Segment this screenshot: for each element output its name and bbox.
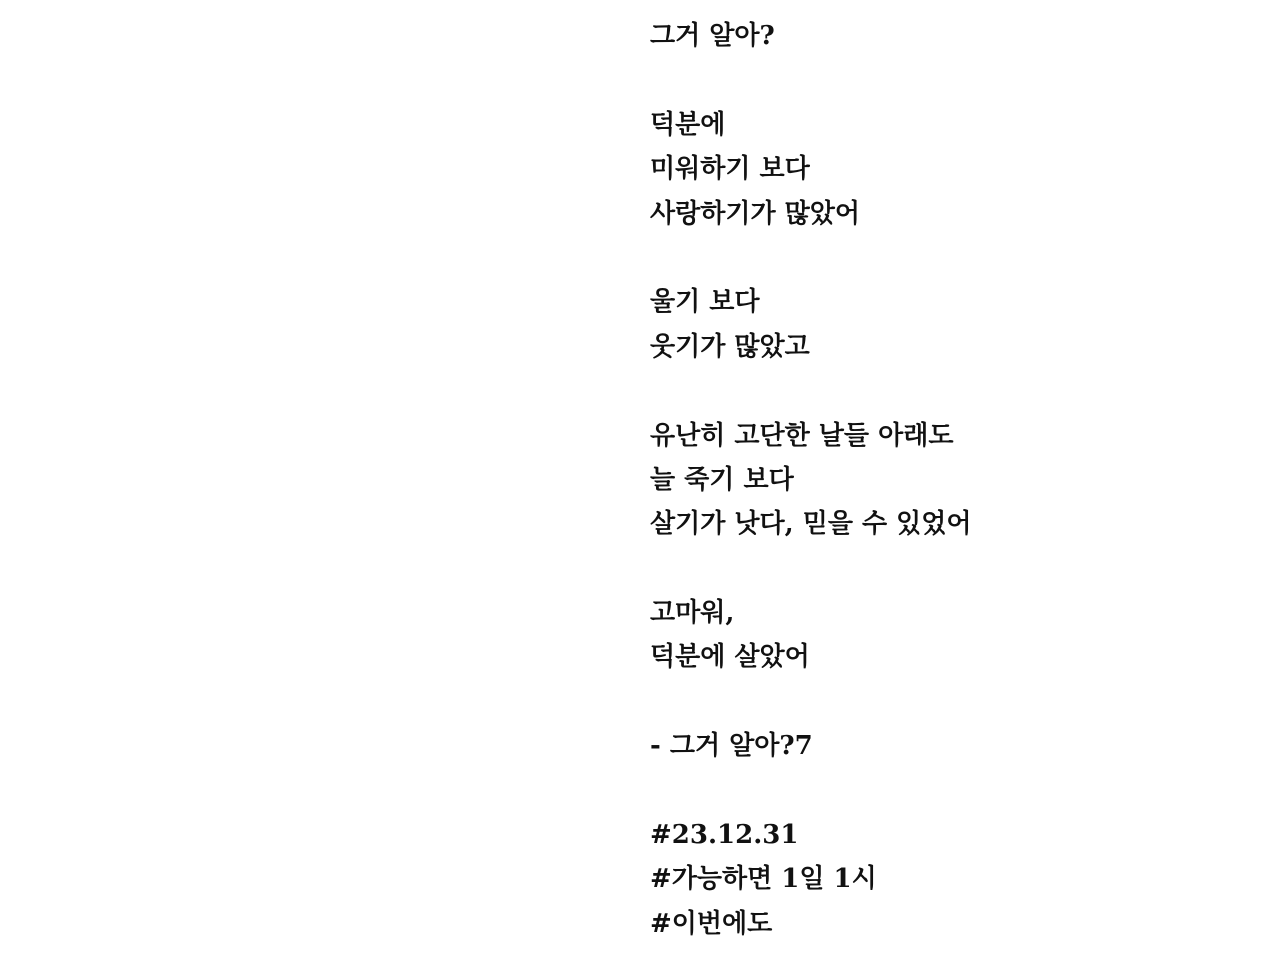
- stanza-break: [650, 680, 1250, 724]
- stanza-break: [650, 369, 1250, 413]
- stanza-break: [650, 547, 1250, 591]
- poem-line: 미워하기 보다: [650, 154, 810, 185]
- stanza-break: [650, 236, 1250, 280]
- poem-line: 고마워,: [650, 598, 735, 629]
- stanza-break: [650, 769, 1250, 813]
- poem-signature: - 그거 알아?7: [650, 731, 813, 762]
- hashtag-series: #가능하면 1일 1시: [650, 864, 877, 895]
- poem-title-line: 그거 알아?: [650, 21, 775, 51]
- poem-line: 살기가 낫다, 믿을 수 있었어: [650, 509, 972, 540]
- poem-line: 늘 죽기 보다: [650, 464, 794, 495]
- poem-line: 덕분에: [650, 109, 726, 140]
- stanza-break: [650, 58, 1250, 102]
- poem-line: 덕분에 살았어: [650, 642, 810, 673]
- poem-body: [650, 14, 1250, 946]
- hashtag-date: #23.12.31: [650, 820, 799, 851]
- poem-line: 웃기가 많았고: [650, 331, 810, 362]
- poem-line: 사랑하기가 많았어: [650, 198, 860, 229]
- poem-line: 울기 보다: [650, 287, 760, 318]
- hashtag-again: #이번에도: [650, 908, 773, 939]
- poem-line: 유난히 고단한 날들 아래도: [650, 420, 954, 451]
